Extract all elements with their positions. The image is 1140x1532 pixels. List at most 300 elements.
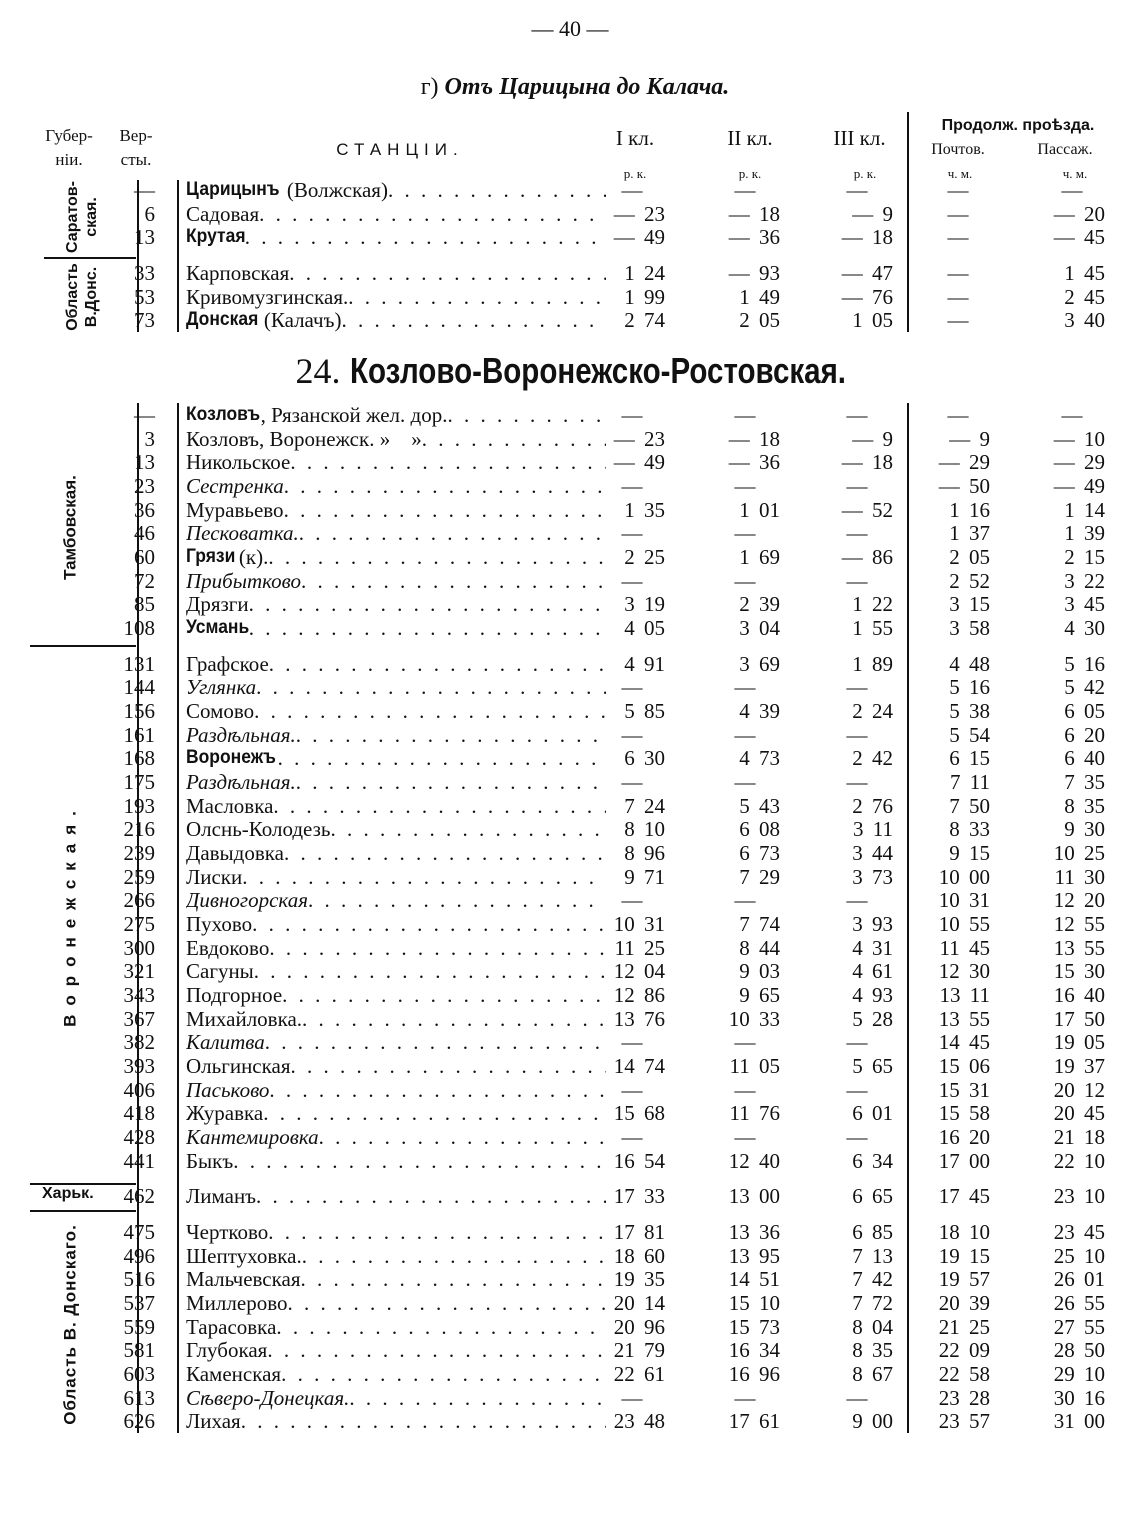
- value-q: 5 16: [1064, 651, 1105, 676]
- versty-cell: 36: [134, 497, 155, 522]
- station-name: (Волжская): [281, 178, 388, 202]
- versty-cell: 441: [123, 1148, 155, 1173]
- value-q: — 49: [1053, 474, 1105, 498]
- value-q: 13 55: [1053, 935, 1105, 960]
- station-name: Сагуны: [186, 959, 254, 984]
- station-name: Давыдовка: [186, 841, 284, 866]
- station-cell: [186, 936, 606, 960]
- table-row: [0, 1267, 1140, 1291]
- value-c1: —: [621, 474, 643, 498]
- value-p: —: [947, 225, 969, 250]
- value-c3: 6 01: [852, 1101, 893, 1126]
- value-c1: 3 19: [624, 592, 665, 617]
- station-cell: [186, 1338, 606, 1362]
- dot-leader: [269, 1078, 606, 1102]
- dot-leader: [268, 545, 606, 569]
- versty-cell: 131: [123, 651, 155, 676]
- station-cell: [186, 178, 606, 202]
- station-name: Муравьево: [186, 497, 284, 522]
- value-c2: 8 44: [739, 935, 780, 960]
- value-p: 23 57: [938, 1409, 990, 1434]
- table-row: [0, 699, 1140, 723]
- value-p: 22 58: [938, 1362, 990, 1387]
- value-q: 12 20: [1053, 888, 1105, 913]
- value-q: 25 10: [1053, 1243, 1105, 1268]
- value-p: 22 09: [938, 1338, 990, 1363]
- value-c1: 12 86: [613, 983, 665, 1008]
- value-c3: 3 73: [852, 864, 893, 889]
- gov-label-tambov: Тамбовская.: [60, 475, 80, 580]
- subsection-prefix: г): [420, 74, 439, 100]
- station-name: Чертково: [186, 1220, 269, 1245]
- station-name: Лихая: [186, 1409, 241, 1434]
- station-name: Миллерово: [186, 1291, 288, 1316]
- station-cell: [186, 616, 606, 640]
- dot-leader: [299, 521, 606, 545]
- gov-label-don-2: Область В. Донскаго.: [60, 1224, 80, 1425]
- value-p: 6 15: [949, 746, 990, 771]
- value-c2: 4 39: [739, 699, 780, 724]
- value-c2: — 36: [728, 450, 780, 475]
- value-q: 20 12: [1053, 1077, 1105, 1102]
- value-c2: 13 95: [728, 1243, 780, 1268]
- value-c1: 8 10: [624, 817, 665, 842]
- dot-leader: [447, 403, 606, 427]
- value-c2: 16 96: [728, 1362, 780, 1387]
- dot-leader: [287, 1291, 606, 1315]
- dot-leader: [263, 1101, 606, 1125]
- value-p: 17 45: [938, 1184, 990, 1209]
- station-cell: [186, 1291, 606, 1315]
- value-p: 5 16: [949, 675, 990, 700]
- table-row: [0, 912, 1140, 936]
- station-cell: [186, 427, 606, 451]
- header-versty: Вер- сты.: [119, 126, 153, 169]
- value-q: 31 00: [1053, 1409, 1105, 1434]
- value-p: 5 38: [949, 699, 990, 724]
- versty-cell: 537: [123, 1291, 155, 1316]
- value-c3: 7 42: [852, 1267, 893, 1292]
- value-q: 2 45: [1064, 284, 1105, 309]
- value-c2: — 36: [728, 225, 780, 250]
- value-c1: —: [621, 1385, 643, 1410]
- value-c3: 5 65: [852, 1054, 893, 1079]
- table-row: [0, 652, 1140, 676]
- table-row: [0, 746, 1140, 770]
- rule-gov-sep: [30, 1210, 136, 1212]
- station-name: Быкъ: [186, 1148, 234, 1173]
- value-c2: 5 43: [739, 793, 780, 818]
- station-name: Паськово: [186, 1077, 270, 1102]
- value-c3: — 18: [841, 225, 893, 250]
- table-row: [0, 450, 1140, 474]
- value-c2: 9 65: [739, 983, 780, 1008]
- dot-leader: [245, 225, 606, 249]
- table-row: [0, 865, 1140, 889]
- value-p: 14 45: [938, 1030, 990, 1055]
- value-q: —: [1061, 403, 1083, 427]
- value-q: 12 55: [1053, 912, 1105, 937]
- dot-leader: [276, 1315, 606, 1339]
- table-row: [0, 1244, 1140, 1268]
- value-c2: 13 00: [728, 1184, 780, 1209]
- value-c1: 16 54: [613, 1148, 665, 1173]
- value-c1: 11 25: [614, 935, 665, 960]
- versty-cell: 6: [144, 201, 155, 226]
- value-c1: 13 76: [613, 1006, 665, 1031]
- table-row: [0, 1291, 1140, 1315]
- versty-cell: 33: [134, 261, 155, 285]
- station-name: (к).: [233, 545, 269, 570]
- header-duration: Продолж. проѣзда.: [941, 117, 1095, 134]
- value-c1: —: [621, 178, 643, 202]
- value-p: 15 31: [938, 1077, 990, 1102]
- dot-leader: [249, 592, 606, 616]
- table-row: [0, 770, 1140, 794]
- table-row: [0, 1149, 1140, 1173]
- versty-cell: 168: [123, 746, 155, 771]
- versty-cell: 23: [134, 474, 155, 498]
- dot-leader: [349, 1386, 606, 1410]
- value-p: — 50: [938, 474, 990, 498]
- value-c1: 21 79: [613, 1338, 665, 1363]
- value-c3: —: [846, 521, 868, 546]
- station-cell: [186, 225, 606, 249]
- value-p: 4 48: [949, 651, 990, 676]
- versty-cell: 581: [123, 1338, 155, 1363]
- value-q: 6 05: [1064, 699, 1105, 724]
- versty-cell: 321: [123, 959, 155, 984]
- value-q: 1 39: [1064, 521, 1105, 546]
- station-name: Садовая: [186, 201, 260, 226]
- table-row: [0, 1030, 1140, 1054]
- value-p: 19 15: [938, 1243, 990, 1268]
- value-c2: —: [734, 1385, 756, 1410]
- value-c3: — 52: [841, 497, 893, 522]
- value-q: 3 22: [1064, 568, 1105, 593]
- table-row: [0, 403, 1140, 427]
- dot-leader: [319, 1125, 606, 1149]
- section2-title: [0, 350, 1140, 392]
- station-name: Лиски: [186, 864, 243, 889]
- subsection-name: Отъ Царицына до Калача.: [444, 74, 730, 100]
- table-row: [0, 841, 1140, 865]
- value-c3: 2 42: [852, 746, 893, 771]
- gov-label-don-1: Область В.Донс.: [64, 263, 100, 331]
- table-row: [0, 959, 1140, 983]
- value-c3: 6 85: [852, 1220, 893, 1245]
- station-name: Раздѣльная.: [186, 770, 296, 795]
- value-q: 3 45: [1064, 592, 1105, 617]
- versty-cell: 193: [123, 793, 155, 818]
- value-c1: — 49: [613, 225, 665, 250]
- station-name: Каменская: [186, 1362, 282, 1387]
- value-p: 10 55: [938, 912, 990, 937]
- value-c3: 1 89: [852, 651, 893, 676]
- versty-cell: 516: [123, 1267, 155, 1292]
- dot-leader: [259, 202, 606, 226]
- station-cell: [186, 770, 606, 794]
- station-cell: [186, 592, 606, 616]
- value-c1: 18 60: [613, 1243, 665, 1268]
- value-p: 3 15: [949, 592, 990, 617]
- value-c3: —: [846, 568, 868, 593]
- value-p: 5 54: [949, 722, 990, 747]
- station-name-bold: Донская: [186, 309, 259, 331]
- dot-leader: [267, 1338, 606, 1362]
- station-cell: [186, 1007, 606, 1031]
- versty-cell: 559: [123, 1314, 155, 1339]
- value-p: 10 31: [938, 888, 990, 913]
- value-c2: 6 08: [739, 817, 780, 842]
- value-c1: 9 71: [624, 864, 665, 889]
- value-c1: 10 31: [613, 912, 665, 937]
- value-c1: —: [621, 568, 643, 593]
- value-p: 10 00: [938, 864, 990, 889]
- station-name: Сѣверо-Донецкая.: [186, 1385, 350, 1410]
- value-c3: —: [846, 888, 868, 913]
- station-name: Карповская: [186, 261, 290, 285]
- value-p: 13 11: [939, 983, 990, 1008]
- value-c3: — 9: [852, 201, 893, 226]
- value-c2: —: [734, 568, 756, 593]
- table-row: [0, 285, 1140, 309]
- versty-cell: 72: [134, 568, 155, 593]
- value-c2: 1 69: [739, 545, 780, 570]
- value-c2: 3 04: [739, 616, 780, 641]
- versty-cell: 60: [134, 545, 155, 570]
- versty-cell: 239: [123, 841, 155, 866]
- station-name: Сомово: [186, 699, 255, 724]
- value-p: —: [947, 261, 969, 285]
- value-q: 2 15: [1064, 545, 1105, 570]
- value-p: 7 50: [949, 793, 990, 818]
- value-c2: —: [734, 1030, 756, 1055]
- units-post: ч. м.: [947, 166, 973, 181]
- dot-leader: [241, 1409, 606, 1433]
- value-c1: —: [621, 403, 643, 427]
- value-c3: — 47: [841, 261, 893, 285]
- subsection-title: [0, 74, 1140, 101]
- value-p: —: [947, 284, 969, 309]
- value-c2: 15 73: [728, 1314, 780, 1339]
- value-c3: 4 93: [852, 983, 893, 1008]
- versty-cell: 161: [123, 722, 155, 747]
- station-name: Кантемировка: [186, 1125, 319, 1150]
- dot-leader: [284, 474, 606, 498]
- dot-leader: [254, 699, 606, 723]
- value-c3: 1 55: [852, 616, 893, 641]
- station-name-bold: Крутая: [186, 226, 246, 248]
- value-c2: —: [734, 521, 756, 546]
- station-cell: [186, 675, 606, 699]
- value-c3: 7 13: [852, 1243, 893, 1268]
- value-c1: 2 74: [624, 308, 665, 333]
- value-q: 26 01: [1053, 1267, 1105, 1292]
- value-p: 8 33: [949, 817, 990, 842]
- station-cell: [186, 569, 606, 593]
- value-c3: —: [846, 178, 868, 202]
- value-p: 19 57: [938, 1267, 990, 1292]
- station-name-bold: Царицынъ: [186, 179, 280, 200]
- table-row: [0, 592, 1140, 616]
- table-row: [0, 1362, 1140, 1386]
- value-c1: —: [621, 521, 643, 546]
- table-row: [0, 474, 1140, 498]
- value-p: 9 15: [949, 841, 990, 866]
- gov-label-saratov: Саратов- ская.: [64, 181, 100, 253]
- value-p: —: [947, 178, 969, 202]
- value-p: 3 58: [949, 616, 990, 641]
- station-cell: [186, 1267, 606, 1291]
- station-cell: [186, 1078, 606, 1102]
- dot-leader: [289, 261, 606, 285]
- value-c1: 22 61: [613, 1362, 665, 1387]
- value-p: —: [947, 403, 969, 427]
- station-cell: [186, 545, 606, 569]
- table-row: [0, 794, 1140, 818]
- versty-cell: 275: [123, 912, 155, 937]
- table-row: [0, 178, 1140, 202]
- versty-cell: 13: [134, 225, 155, 250]
- dot-leader: [302, 1244, 606, 1268]
- value-c3: —: [846, 675, 868, 700]
- header-class1: I кл.: [615, 126, 655, 150]
- value-c1: —: [621, 1125, 643, 1150]
- value-p: 20 39: [938, 1291, 990, 1316]
- value-c2: 11 76: [729, 1101, 780, 1126]
- versty-cell: 367: [123, 1006, 155, 1031]
- value-c2: —: [734, 1125, 756, 1150]
- value-c2: 1 01: [739, 497, 780, 522]
- dot-leader: [281, 1362, 606, 1386]
- value-c3: —: [846, 403, 868, 427]
- station-cell: [186, 1054, 606, 1078]
- value-q: 4 30: [1064, 616, 1105, 641]
- value-c1: —: [621, 770, 643, 795]
- value-q: 5 42: [1064, 675, 1105, 700]
- station-name-bold: Усмань: [186, 617, 250, 639]
- value-q: — 45: [1053, 225, 1105, 250]
- value-c3: —: [846, 770, 868, 795]
- station-cell: [186, 794, 606, 818]
- header-pass: Пассаж.: [1037, 141, 1093, 158]
- station-name: Раздѣльная.: [186, 722, 296, 747]
- value-p: —: [947, 201, 969, 226]
- value-q: 19 05: [1053, 1030, 1105, 1055]
- value-c2: 2 39: [739, 592, 780, 617]
- value-c2: 11 05: [729, 1054, 780, 1079]
- value-c1: 2 25: [624, 545, 665, 570]
- value-c2: 4 73: [739, 746, 780, 771]
- gov-label-kharkov: Харьк.: [42, 1185, 94, 1202]
- station-name: Тарасовка: [186, 1314, 277, 1339]
- section2-number: 24.: [295, 351, 341, 391]
- header-post: Почтов.: [931, 141, 985, 158]
- value-q: — 29: [1053, 450, 1105, 475]
- versty-cell: 175: [123, 770, 155, 795]
- dot-leader: [278, 746, 606, 770]
- value-q: 6 40: [1064, 746, 1105, 771]
- value-c1: — 23: [613, 426, 665, 451]
- table-row: [0, 1409, 1140, 1433]
- versty-cell: 108: [123, 616, 155, 641]
- dot-leader: [308, 888, 606, 912]
- value-q: 11 30: [1054, 864, 1105, 889]
- value-c2: 9 03: [739, 959, 780, 984]
- value-c2: —: [734, 675, 756, 700]
- value-c2: — 93: [728, 261, 780, 285]
- value-q: 19 37: [1053, 1054, 1105, 1079]
- value-c3: 5 28: [852, 1006, 893, 1031]
- dot-leader: [256, 1184, 606, 1208]
- station-cell: [186, 474, 606, 498]
- value-q: 20 45: [1053, 1101, 1105, 1126]
- value-c1: 1 24: [624, 261, 665, 285]
- table-row: [0, 1315, 1140, 1339]
- value-c1: 23 48: [613, 1409, 665, 1434]
- dot-leader: [301, 1267, 607, 1291]
- value-q: 29 10: [1053, 1362, 1105, 1387]
- versty-cell: —: [134, 403, 155, 427]
- station-name: Дивногорская: [186, 888, 308, 913]
- value-c1: 4 91: [624, 651, 665, 676]
- dot-leader: [296, 770, 606, 794]
- value-c3: 3 93: [852, 912, 893, 937]
- table-row: [0, 675, 1140, 699]
- header-class2: II кл.: [727, 126, 773, 150]
- versty-cell: 85: [134, 592, 155, 617]
- value-c3: —: [846, 1125, 868, 1150]
- station-cell: [186, 865, 606, 889]
- value-c2: 3 69: [739, 651, 780, 676]
- station-cell: [186, 746, 606, 770]
- value-c3: —: [846, 1385, 868, 1410]
- value-c3: 8 04: [852, 1314, 893, 1339]
- versty-cell: 46: [134, 521, 155, 546]
- table-row: [0, 936, 1140, 960]
- station-name: Глубокая: [186, 1338, 268, 1363]
- value-q: 28 50: [1053, 1338, 1105, 1363]
- station-name: Никольское: [186, 450, 291, 475]
- value-c2: 14 51: [728, 1267, 780, 1292]
- table-row: [0, 888, 1140, 912]
- value-c2: 15 10: [728, 1291, 780, 1316]
- value-c3: 6 34: [852, 1148, 893, 1173]
- value-q: 27 55: [1053, 1314, 1105, 1339]
- value-p: 12 30: [938, 959, 990, 984]
- dot-leader: [273, 794, 606, 818]
- value-c1: — 23: [613, 201, 665, 226]
- value-c3: 1 22: [852, 592, 893, 617]
- value-c1: —: [621, 1030, 643, 1055]
- station-name: Ольгинская: [186, 1054, 291, 1079]
- value-c3: 2 24: [852, 699, 893, 724]
- value-c2: 13 36: [728, 1220, 780, 1245]
- versty-cell: 428: [123, 1125, 155, 1150]
- table-row: [0, 202, 1140, 226]
- table-row: [0, 261, 1140, 285]
- dot-leader: [249, 616, 606, 640]
- station-cell: [186, 817, 606, 841]
- station-cell: [186, 983, 606, 1007]
- rule-gov-sep: [30, 645, 136, 647]
- value-p: — 9: [949, 426, 990, 451]
- station-name: Подгорное: [186, 983, 283, 1008]
- page-number: — 40 —: [531, 16, 609, 41]
- value-c3: — 76: [841, 284, 893, 309]
- dot-leader: [341, 308, 606, 332]
